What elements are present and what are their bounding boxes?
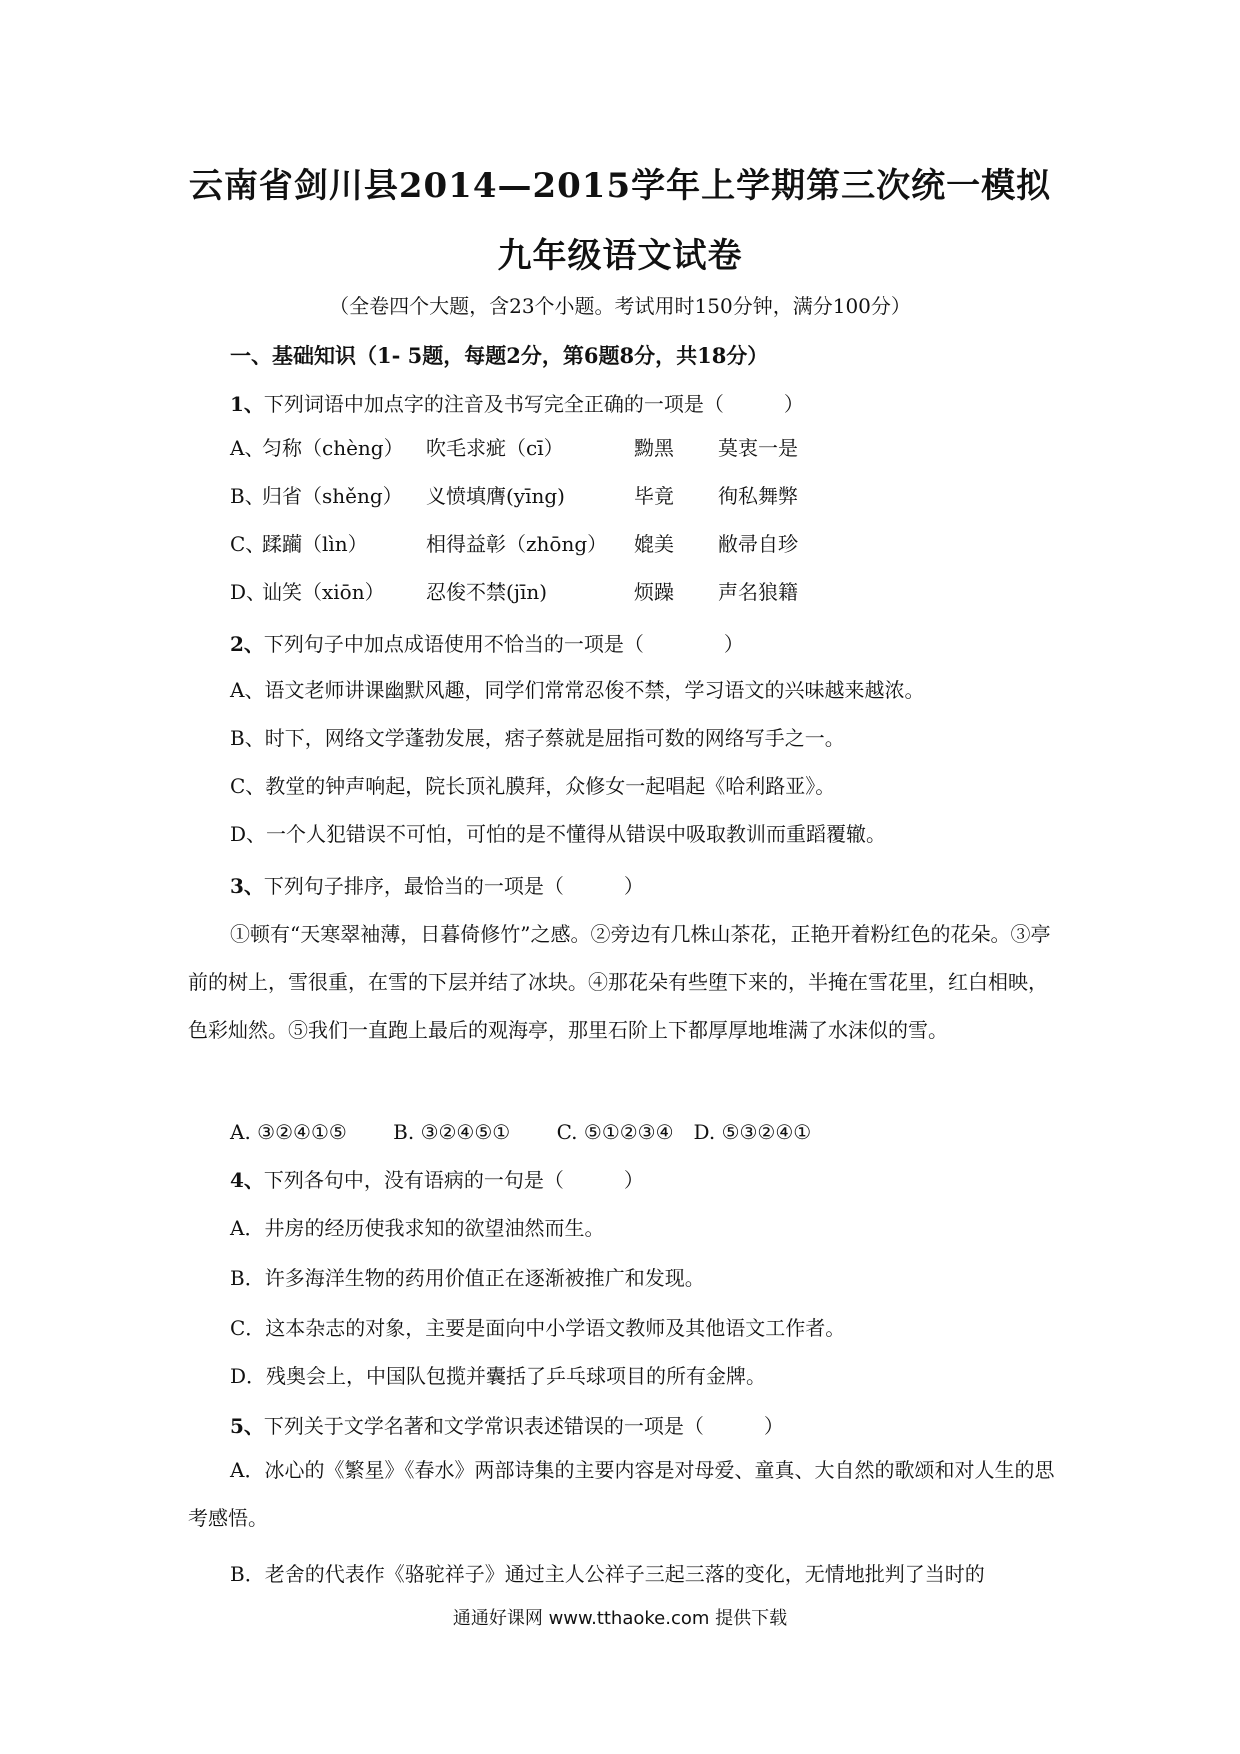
question-4-option-a: A．井房的经历使我求知的欲望油然而生。 (230, 1216, 605, 1240)
question-text: 下列各句中，没有语病的一句是（ ） (263, 1168, 644, 1192)
option-word-4: 徇私舞弊 (718, 484, 798, 508)
exam-subject-title: 九年级语文试卷 (497, 236, 743, 276)
page-footer: 通通好课网 www.tthaoke.com 提供下载 (452, 1608, 788, 1629)
question-2-stem (230, 628, 744, 657)
option-word-2: 忍俊不禁(jīn) (426, 580, 548, 604)
question-2-option-a: A、语文老师讲课幽默风趣，同学们常常忍俊不禁，学习语文的兴味越来越浓。 (230, 678, 925, 702)
question-4-stem (230, 1164, 644, 1193)
option-letter: C、 (230, 532, 266, 556)
option-word-1: 讪笑（xiōn） (262, 580, 385, 604)
option-word-3: 烦躁 (634, 580, 674, 604)
question-1-stem (230, 388, 804, 417)
option-word-4: 莫衷一是 (718, 436, 798, 460)
question-2-option-c: C、教堂的钟声响起，院长顶礼膜拜，众修女一起唱起《哈利路亚》。 (230, 774, 836, 798)
question-text: 下列关于文学名著和文学常识表述错误的一项是（ ） (263, 1414, 784, 1438)
option-word-2: 相得益彰（zhōng） (426, 532, 608, 556)
question-3-passage: ①顿有“天寒翠袖薄，日暮倚修竹”之感。②旁边有几株山茶花，正艳开着粉红色的花朵。③亭前的树上，雪很重，在雪的下层并结了冰块。④那花朵有些堕下来的，半掩在雪花里，红白相映，色彩灿然。⑤我们一直跑上最后的观海亭，那里石阶上下都厚厚地堆满了水沫似的雪。 (188, 922, 1051, 1042)
question-number: 3、 (230, 874, 264, 898)
question-text: 下列句子排序，最恰当的一项是（ ） (263, 874, 644, 898)
option-word-3: 毕竟 (634, 484, 674, 508)
option-word-1: 蹂躏（lìn） (262, 532, 368, 556)
question-3-options: A. ③②④①⑤ B. ③②④⑤① C. ⑤①②③④ D. ⑤③②④① (230, 1120, 812, 1144)
option-word-1: 匀称（chèng） (262, 436, 404, 460)
question-3-stem (230, 870, 644, 899)
question-number: 5、 (230, 1414, 264, 1438)
question-4-option-c: C．这本杂志的对象，主要是面向中小学语文教师及其他语文工作者。 (230, 1316, 846, 1340)
option-letter: D、 (230, 580, 267, 604)
question-4-option-d: D．残奥会上，中国队包揽并囊括了乒乓球项目的所有金牌。 (230, 1364, 767, 1388)
section-heading: 一、基础知识（1- 5题，每题2分，第6题8分，共18分） (230, 343, 769, 368)
question-2-option-b: B、时下，网络文学蓬勃发展，痞子蔡就是屈指可数的网络写手之一。 (230, 726, 845, 750)
option-word-2: 义愤填膺(yīng) (426, 484, 565, 508)
question-text: 下列句子中加点成语使用不恰当的一项是（ ） (263, 632, 744, 656)
question-2-option-d: D、一个人犯错误不可怕，可怕的是不懂得从错误中吸取教训而重蹈覆辙。 (230, 822, 887, 846)
question-number: 4、 (230, 1168, 264, 1192)
option-word-2: 吹毛求疵（cī） (426, 436, 564, 460)
question-5-option-a: A．冰心的《繁星》《春水》两部诗集的主要内容是对母爱、童真、大自然的歌颂和对人生的思考感悟。 (188, 1458, 1055, 1530)
question-number: 1、 (230, 392, 264, 416)
question-text: 下列词语中加点字的注音及书写完全正确的一项是（ ） (263, 392, 804, 416)
option-letter: B、 (230, 484, 265, 508)
option-letter: A、 (230, 436, 265, 460)
question-5-stem (230, 1410, 784, 1439)
question-4-option-b: B．许多海洋生物的药用价值正在逐渐被推广和发现。 (230, 1266, 705, 1290)
option-word-4: 声名狼籍 (718, 580, 798, 604)
option-word-4: 敝帚自珍 (718, 532, 798, 556)
option-word-3: 黝黑 (634, 436, 674, 460)
exam-instructions: （全卷四个大题，含23个小题。考试用时150分钟，满分100分） (329, 294, 911, 318)
question-number: 2、 (230, 632, 264, 656)
option-word-3: 媲美 (634, 532, 674, 556)
question-5-option-b: B．老舍的代表作《骆驼祥子》通过主人公祥子三起三落的变化，无情地批判了当时的 (230, 1562, 985, 1586)
option-word-1: 归省（shěng） (262, 484, 403, 508)
exam-title: 云南省剑川县2014—2015学年上学期第三次统一模拟 (188, 166, 1052, 206)
